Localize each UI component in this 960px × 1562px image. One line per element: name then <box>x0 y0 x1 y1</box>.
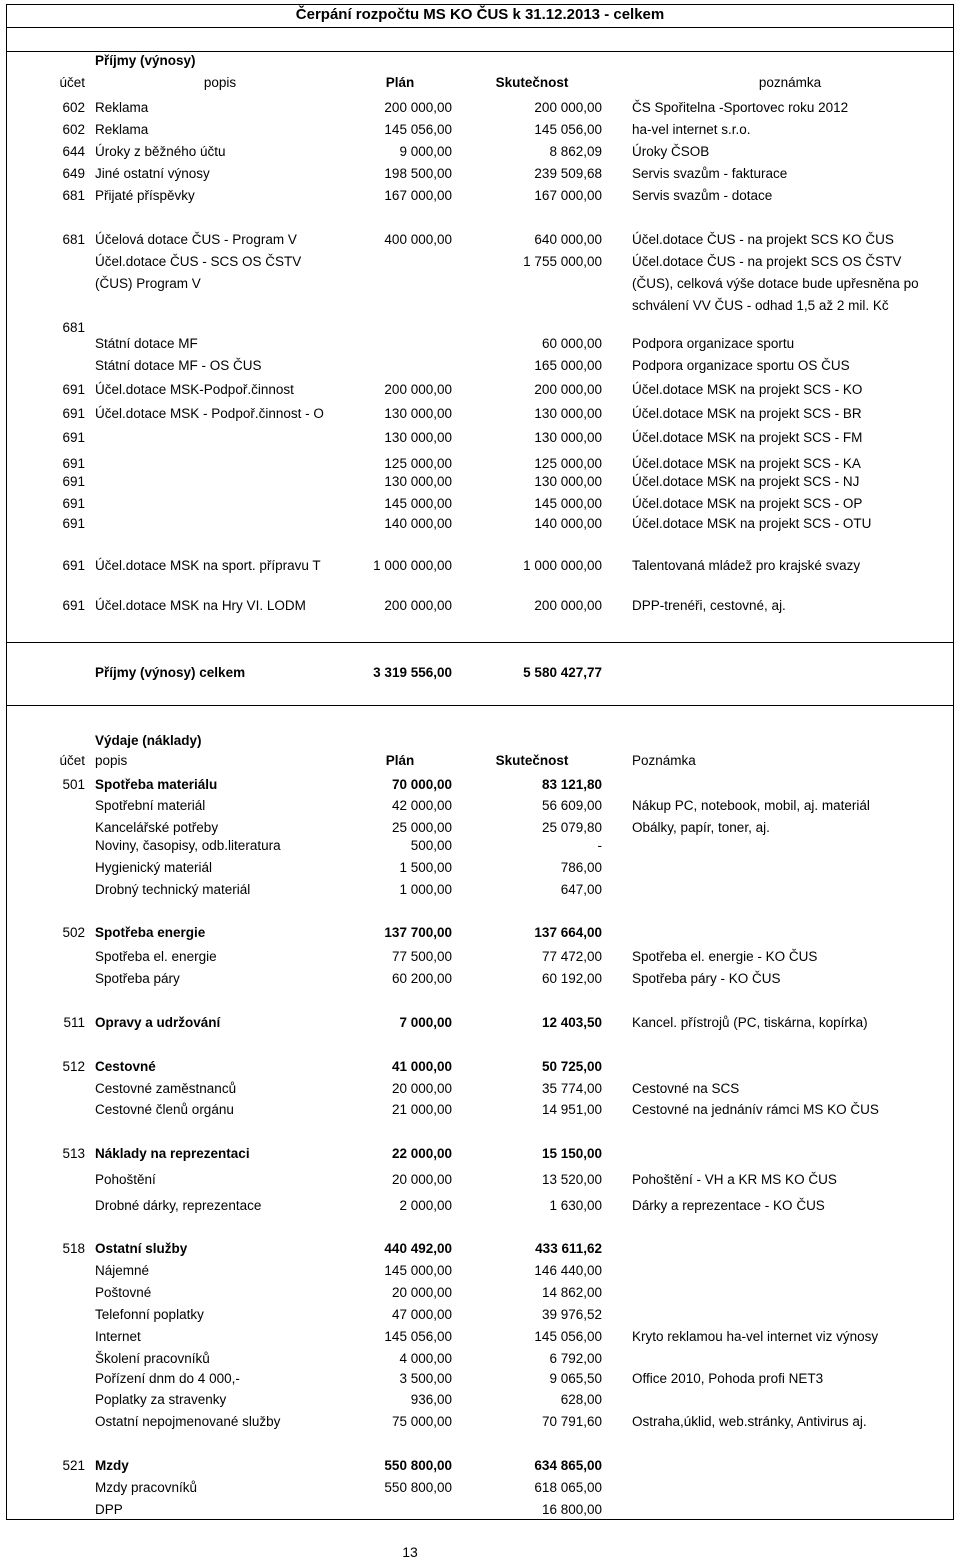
income-row-account: 602 <box>62 122 85 137</box>
expense-row-plan: 20 000,00 <box>391 1285 452 1300</box>
expense-row-actual: 628,00 <box>560 1392 602 1407</box>
expense-row-description: Spotřeba páry <box>95 971 180 986</box>
section-divider <box>6 27 954 28</box>
expense-row-plan: 20 000,00 <box>391 1172 452 1187</box>
expense-row-actual: 83 121,80 <box>541 777 602 792</box>
expense-row-plan: 1 500,00 <box>399 860 452 875</box>
expense-row-description: Spotřeba el. energie <box>95 949 217 964</box>
income-row-account: 691 <box>62 496 85 511</box>
income-row-description: Účelová dotace ČUS - Program V <box>95 232 297 247</box>
expense-row-description: Telefonní poplatky <box>95 1307 204 1322</box>
expense-row-description: Hygienický materiál <box>95 860 213 875</box>
expense-row-description: Ostatní služby <box>95 1241 188 1256</box>
column-header-description: popis <box>203 75 237 90</box>
expense-row-plan: 1 000,00 <box>399 882 452 897</box>
income-row-actual: 640 000,00 <box>534 232 602 247</box>
expense-row-actual: 35 774,00 <box>541 1081 602 1096</box>
expense-row-description: Internet <box>95 1329 141 1344</box>
income-row-actual: 130 000,00 <box>534 430 602 445</box>
expense-row-note: Ostraha,úklid, web.stránky, Antivirus aj. <box>632 1414 867 1429</box>
expense-row-description: Cestovné <box>95 1059 156 1074</box>
income-row-account: 691 <box>62 474 85 489</box>
expense-row-description: Mzdy <box>95 1458 129 1473</box>
expense-row-description: Náklady na reprezentaci <box>95 1146 250 1161</box>
column-header-note: Poznámka <box>632 753 696 768</box>
income-row-plan: 130 000,00 <box>384 430 452 445</box>
expense-row-plan: 47 000,00 <box>391 1307 452 1322</box>
income-row-actual: 130 000,00 <box>534 474 602 489</box>
expense-row-actual: - <box>597 838 602 853</box>
income-row-actual: 130 000,00 <box>534 406 602 421</box>
expense-row-actual: 56 609,00 <box>541 798 602 813</box>
expense-row-plan: 22 000,00 <box>391 1146 452 1161</box>
expense-row-note: Kancel. přístrojů (PC, tiskárna, kopírka) <box>632 1015 868 1030</box>
expense-row-description: Poplatky za stravenky <box>95 1392 227 1407</box>
expense-row-description: Školení pracovníků <box>95 1351 210 1366</box>
expense-row-actual: 145 056,00 <box>534 1329 602 1344</box>
expense-row-plan: 60 200,00 <box>391 971 452 986</box>
expense-row-plan: 70 000,00 <box>391 777 452 792</box>
income-row-account: 649 <box>62 166 85 181</box>
income-row-note: (ČUS), celková výše dotace bude upřesněna po <box>632 276 919 291</box>
expense-row-account: 511 <box>63 1015 85 1030</box>
expense-row-actual: 12 403,50 <box>541 1015 602 1030</box>
expense-row-note: Spotřeba páry - KO ČUS <box>632 971 781 986</box>
income-row-account: 681 <box>62 232 85 247</box>
income-row-description: Účel.dotace MSK na Hry VI. LODM <box>95 598 306 613</box>
section-divider <box>6 642 954 643</box>
expense-row-description: Kancelářské potřeby <box>95 820 219 835</box>
income-row-note: Úroky ČSOB <box>632 144 710 159</box>
expense-row-plan: 4 000,00 <box>399 1351 452 1366</box>
column-header-actual: Skutečnost <box>495 75 569 90</box>
expense-row-account: 521 <box>62 1458 85 1473</box>
expense-row-plan: 936,00 <box>410 1392 452 1407</box>
income-row-actual: 125 000,00 <box>534 456 602 471</box>
income-row-account: 691 <box>62 382 85 397</box>
expense-row-actual: 137 664,00 <box>534 925 602 940</box>
expense-row-plan: 137 700,00 <box>384 925 452 940</box>
income-row-note: ČS Spořitelna -Sportovec roku 2012 <box>632 100 849 115</box>
expense-row-plan: 7 000,00 <box>399 1015 452 1030</box>
expense-row-account: 502 <box>62 925 85 940</box>
expense-row-plan: 550 800,00 <box>384 1458 452 1473</box>
income-total-label: Příjmy (výnosy) celkem <box>95 665 246 680</box>
expense-row-description: Pořízení dnm do 4 000,- <box>95 1371 240 1386</box>
income-row-account: 602 <box>62 100 85 115</box>
income-row-actual: 165 000,00 <box>534 358 602 373</box>
income-row-note: Účel.dotace MSK na projekt SCS - FM <box>632 430 863 445</box>
column-header-account: účet <box>59 753 85 768</box>
expense-row-actual: 14 862,00 <box>541 1285 602 1300</box>
expense-row-actual: 1 630,00 <box>549 1198 602 1213</box>
income-row-actual: 200 000,00 <box>534 382 602 397</box>
expense-row-plan: 145 056,00 <box>384 1329 452 1344</box>
expense-row-note: Cestovné na jednánív rámci MS KO ČUS <box>632 1102 879 1117</box>
income-row-actual: 140 000,00 <box>534 516 602 531</box>
income-row-note: Účel.dotace MSK na projekt SCS - KO <box>632 382 863 397</box>
income-row-description: Reklama <box>95 122 149 137</box>
expenses-heading: Výdaje (náklady) <box>95 733 202 748</box>
expense-row-note: Obálky, papír, toner, aj. <box>632 820 770 835</box>
expense-row-plan: 25 000,00 <box>391 820 452 835</box>
income-row-note: Podpora organizace sportu <box>632 336 795 351</box>
income-row-account: 691 <box>62 456 85 471</box>
expense-row-actual: 13 520,00 <box>541 1172 602 1187</box>
income-row-actual: 1 000 000,00 <box>523 558 602 573</box>
income-row-plan: 200 000,00 <box>384 598 452 613</box>
expense-row-account: 518 <box>62 1241 85 1256</box>
income-row-plan: 198 500,00 <box>384 166 452 181</box>
expense-row-account: 513 <box>62 1146 85 1161</box>
expense-row-description: Drobné dárky, reprezentace <box>95 1198 262 1213</box>
expense-row-note: Kryto reklamou ha-vel internet viz výnosy <box>632 1329 879 1344</box>
income-row-note: Účel.dotace MSK na projekt SCS - BR <box>632 406 862 421</box>
income-row-actual: 200 000,00 <box>534 100 602 115</box>
income-row-description: (ČUS) Program V <box>95 276 201 291</box>
income-row-account: 691 <box>62 430 85 445</box>
expense-row-actual: 634 865,00 <box>534 1458 602 1473</box>
income-total-actual: 5 580 427,77 <box>523 665 602 680</box>
income-row-plan: 125 000,00 <box>384 456 452 471</box>
expense-row-description: Noviny, časopisy, odb.literatura <box>95 838 281 853</box>
expense-row-actual: 16 800,00 <box>541 1502 602 1517</box>
expense-row-plan: 75 000,00 <box>391 1414 452 1429</box>
expense-row-plan: 145 000,00 <box>384 1263 452 1278</box>
income-row-description: Přijaté příspěvky <box>95 188 195 203</box>
income-row-description: Účel.dotace MSK-Podpoř.činnost <box>95 382 294 397</box>
income-row-note: Účel.dotace MSK na projekt SCS - OTU <box>632 516 872 531</box>
sheet-title: Čerpání rozpočtu MS KO ČUS k 31.12.2013 - celkem <box>295 6 665 23</box>
expense-row-description: Cestovné zaměstnanců <box>95 1081 237 1096</box>
expense-row-actual: 77 472,00 <box>541 949 602 964</box>
column-header-plan: Plán <box>385 753 415 768</box>
income-row-description: Státní dotace MF - OS ČUS <box>95 358 262 373</box>
expense-row-account: 512 <box>62 1059 85 1074</box>
expense-row-note: Office 2010, Pohoda profi NET3 <box>632 1371 824 1386</box>
income-row-account: 691 <box>62 406 85 421</box>
column-header-description: popis <box>95 753 128 768</box>
income-row-description: Účel.dotace MSK - Podpoř.činnost - O <box>95 406 324 421</box>
expense-row-actual: 786,00 <box>560 860 602 875</box>
expense-row-plan: 2 000,00 <box>399 1198 452 1213</box>
column-header-note: poznámka <box>758 75 822 90</box>
expense-row-actual: 15 150,00 <box>541 1146 602 1161</box>
income-row-actual: 8 862,09 <box>549 144 602 159</box>
expense-row-description: Spotřeba energie <box>95 925 206 940</box>
income-row-plan: 145 056,00 <box>384 122 452 137</box>
expense-row-description: DPP <box>95 1502 123 1517</box>
expense-row-note: Pohoštění - VH a KR MS KO ČUS <box>632 1172 837 1187</box>
expense-row-note: Nákup PC, notebook, mobil, aj. materiál <box>632 798 870 813</box>
income-row-plan: 130 000,00 <box>384 406 452 421</box>
expense-row-plan: 500,00 <box>410 838 452 853</box>
expense-row-description: Spotřební materiál <box>95 798 206 813</box>
income-total-plan: 3 319 556,00 <box>373 665 452 680</box>
income-row-description: Účel.dotace MSK na sport. přípravu T <box>95 558 321 573</box>
expense-row-plan: 440 492,00 <box>384 1241 452 1256</box>
income-row-account: 644 <box>62 144 85 159</box>
expense-row-note: Spotřeba el. energie - KO ČUS <box>632 949 818 964</box>
expense-row-description: Drobný technický materiál <box>95 882 251 897</box>
income-row-note: Účel.dotace ČUS - na projekt SCS OS ČSTV <box>632 254 902 269</box>
income-row-actual: 60 000,00 <box>541 336 602 351</box>
income-heading: Příjmy (výnosy) <box>95 53 196 68</box>
income-row-actual: 200 000,00 <box>534 598 602 613</box>
income-row-note: Účel.dotace MSK na projekt SCS - NJ <box>632 474 860 489</box>
expense-row-actual: 9 065,50 <box>549 1371 602 1386</box>
income-row-description: Úroky z běžného účtu <box>95 144 226 159</box>
expense-row-description: Mzdy pracovníků <box>95 1480 198 1495</box>
income-row-plan: 140 000,00 <box>384 516 452 531</box>
income-row-plan: 9 000,00 <box>399 144 452 159</box>
income-row-note: ha-vel internet s.r.o. <box>632 122 751 137</box>
expense-row-actual: 433 611,62 <box>535 1241 602 1256</box>
column-header-plan: Plán <box>385 75 415 90</box>
income-row-actual: 145 056,00 <box>534 122 602 137</box>
expense-row-description: Ostatní nepojmenované služby <box>95 1414 281 1429</box>
page-number: 13 <box>402 1544 418 1560</box>
expense-row-description: Cestovné členů orgánu <box>95 1102 234 1117</box>
income-row-plan: 130 000,00 <box>384 474 452 489</box>
income-row-account: 681 <box>62 188 85 203</box>
income-row-account: 691 <box>62 516 85 531</box>
expense-row-actual: 50 725,00 <box>541 1059 602 1074</box>
income-row-note: Servis svazům - dotace <box>632 188 773 203</box>
expense-row-plan: 77 500,00 <box>391 949 452 964</box>
expense-row-actual: 25 079,80 <box>541 820 602 835</box>
income-row-note: Talentovaná mládež pro krajské svazy <box>632 558 861 573</box>
expense-row-note: Dárky a reprezentace - KO ČUS <box>632 1198 825 1213</box>
income-row-description: Jiné ostatní výnosy <box>95 166 210 181</box>
expense-row-plan: 41 000,00 <box>391 1059 452 1074</box>
income-row-plan: 145 000,00 <box>384 496 452 511</box>
income-row-note: Účel.dotace MSK na projekt SCS - OP <box>632 496 863 511</box>
column-header-actual: Skutečnost <box>495 753 569 768</box>
income-row-description: Státní dotace MF <box>95 336 198 351</box>
expense-row-description: Spotřeba materiálu <box>95 777 218 792</box>
expense-row-plan: 550 800,00 <box>384 1480 452 1495</box>
income-row-account: 681 <box>62 320 85 335</box>
expense-row-plan: 21 000,00 <box>391 1102 452 1117</box>
income-row-actual: 1 755 000,00 <box>523 254 602 269</box>
expense-row-actual: 70 791,60 <box>541 1414 602 1429</box>
section-divider <box>6 705 954 706</box>
expense-row-actual: 39 976,52 <box>541 1307 602 1322</box>
income-row-note: Servis svazům - fakturace <box>632 166 788 181</box>
income-row-description: Reklama <box>95 100 149 115</box>
expense-row-description: Pohoštění <box>95 1172 156 1187</box>
income-row-note: DPP-trenéři, cestovné, aj. <box>632 598 786 613</box>
expense-row-actual: 146 440,00 <box>534 1263 602 1278</box>
expense-row-note: Cestovné na SCS <box>632 1081 740 1096</box>
expense-row-actual: 618 065,00 <box>534 1480 602 1495</box>
expense-row-plan: 3 500,00 <box>399 1371 452 1386</box>
expense-row-actual: 647,00 <box>560 882 602 897</box>
income-row-note: Podpora organizace sportu OS ČUS <box>632 358 850 373</box>
income-row-actual: 145 000,00 <box>534 496 602 511</box>
income-row-account: 691 <box>62 558 85 573</box>
income-row-plan: 167 000,00 <box>384 188 452 203</box>
income-row-description: Účel.dotace ČUS - SCS OS ČSTV <box>95 254 302 269</box>
income-row-note: Účel.dotace MSK na projekt SCS - KA <box>632 456 861 471</box>
expense-row-plan: 42 000,00 <box>391 798 452 813</box>
expense-row-actual: 6 792,00 <box>549 1351 602 1366</box>
income-row-actual: 167 000,00 <box>534 188 602 203</box>
income-row-plan: 1 000 000,00 <box>373 558 452 573</box>
income-row-account: 691 <box>62 598 85 613</box>
income-row-plan: 200 000,00 <box>384 382 452 397</box>
income-row-plan: 400 000,00 <box>384 232 452 247</box>
expense-row-actual: 14 951,00 <box>541 1102 602 1117</box>
income-row-actual: 239 509,68 <box>534 166 602 181</box>
expense-row-description: Poštovné <box>95 1285 152 1300</box>
expense-row-description: Opravy a udržování <box>95 1015 221 1030</box>
income-row-plan: 200 000,00 <box>384 100 452 115</box>
expense-row-account: 501 <box>62 777 85 792</box>
income-row-note: Účel.dotace ČUS - na projekt SCS KO ČUS <box>632 232 894 247</box>
expense-row-actual: 60 192,00 <box>541 971 602 986</box>
column-header-account: účet <box>59 75 85 90</box>
expense-row-plan: 20 000,00 <box>391 1081 452 1096</box>
income-row-note: schválení VV ČUS - odhad 1,5 až 2 mil. Kč <box>632 298 889 313</box>
expense-row-description: Nájemné <box>95 1263 150 1278</box>
